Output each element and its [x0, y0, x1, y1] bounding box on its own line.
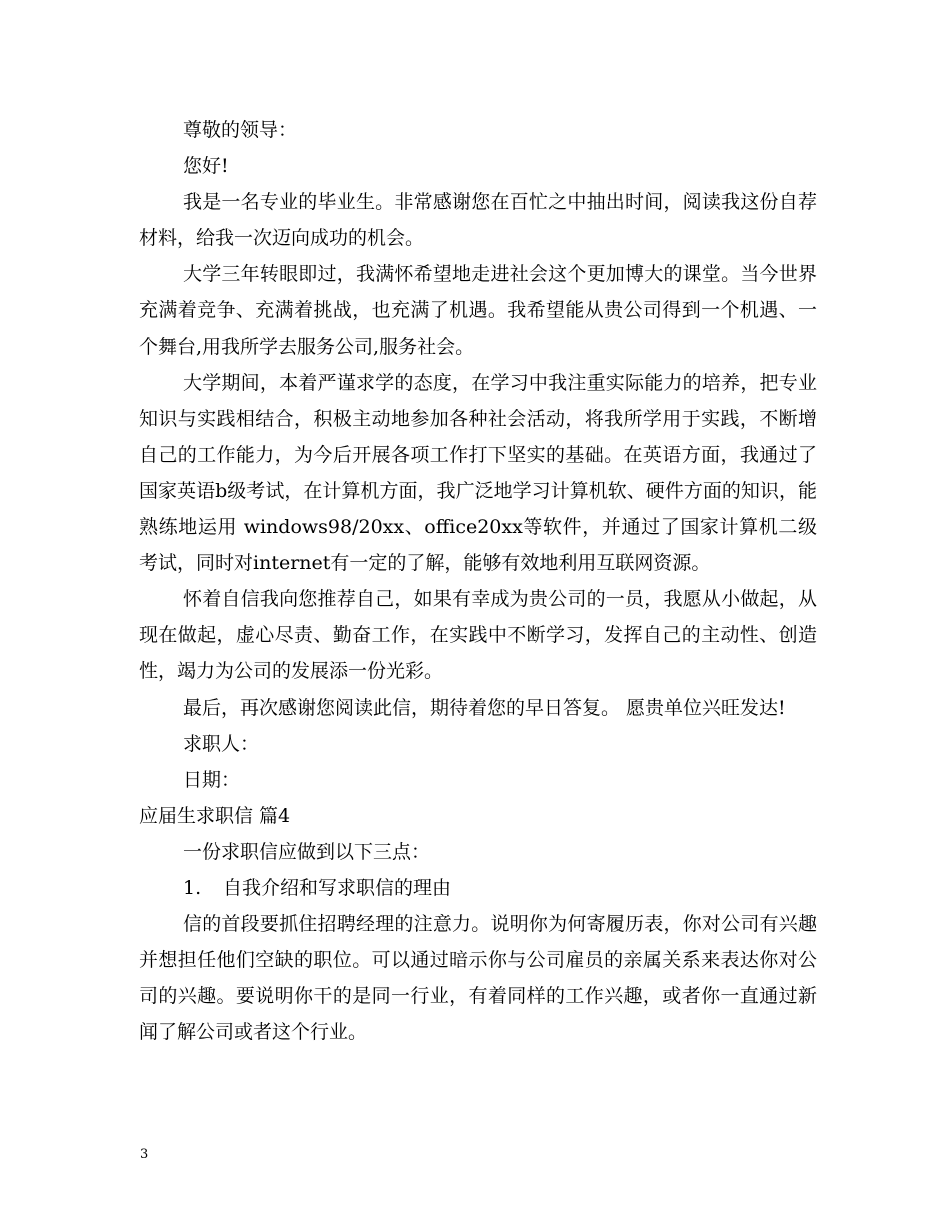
- hope-paragraph: 大学三年转眼即过，我满怀希望地走进社会这个更加博大的课堂。当今世界充满着竞争、充满着挑战，也充满了机遇。我希望能从贵公司得到一个机遇、一个舞台,用我所学去服务公司,服务社会。: [139, 263, 817, 358]
- closing-paragraph: 最后，再次感谢您阅读此信，期待着您的早日答复。 愿贵单位兴旺发达!: [183, 696, 786, 719]
- greeting: 您好!: [183, 155, 229, 178]
- page-number: 3: [140, 1147, 149, 1162]
- points-intro: 一份求职信应做到以下三点：: [183, 840, 431, 863]
- advice-paragraph: 信的首段要抓住招聘经理的注意力。说明你为何寄履历表，你对公司有兴趣并想担任他们空缺的职位。可以通过暗示你与公司雇员的亲属关系来表达你对公司的兴趣。要说明你干的是同一行业，有着同样的工作兴趣，或者你一直通过新闻了解公司或者这个行业。: [139, 913, 817, 1044]
- applicant-line: 求职人：: [183, 732, 260, 755]
- list-item: [139, 870, 817, 906]
- section-heading: 应届生求职信 篇4: [139, 804, 291, 827]
- date-line: 日期：: [183, 768, 241, 791]
- letter-body: [139, 112, 817, 1050]
- study-paragraph: 大学期间，本着严谨求学的态度，在学习中我注重实际能力的培养，把专业知识与实践相结合，积极主动地参加各种社会活动，将我所学用于实践，不断增自己的工作能力，为今后开展各项工作打下坚实的基础。在英语方面，我通过了国家英语b级考试，在计算机方面，我广泛地学习计算机软、硬件方面的知识，能熟练地运用 windows98/20xx、office20xx等软件，并通过了国家计算机二级考试，同时对internet有一定的了解，能够有效地利用互联网资源。: [139, 371, 817, 575]
- list-item-text: 自我介绍和写求职信的理由: [223, 876, 452, 899]
- intro-paragraph: 我是一名专业的毕业生。非常感谢您在百忙之中抽出时间，阅读我这份自荐材料，给我一次迈向成功的机会。: [139, 191, 817, 250]
- salutation: 尊敬的领导：: [183, 119, 298, 141]
- list-item-number: 1.: [183, 876, 202, 899]
- recommendation-paragraph: 怀着自信我向您推荐自己，如果有幸成为贵公司的一员，我愿从小做起，从现在做起，虚心尽责、勤奋工作，在实践中不断学习，发挥自己的主动性、创造性，竭力为公司的发展添一份光彩。: [139, 588, 817, 683]
